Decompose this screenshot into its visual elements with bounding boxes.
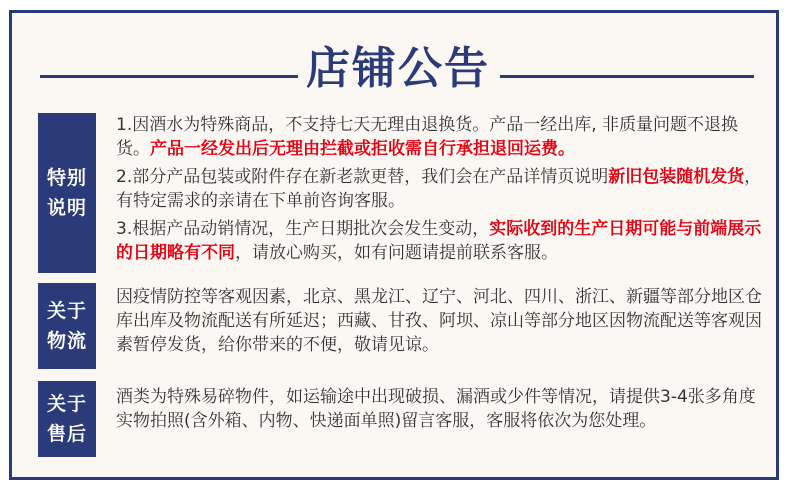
title-row bbox=[12, 13, 776, 105]
tag-line-1: 特别 bbox=[46, 167, 87, 189]
notice-frame bbox=[9, 10, 779, 480]
note-item-2 bbox=[116, 165, 762, 213]
tag-line-2: 售后 bbox=[46, 423, 87, 445]
note-text: ，请放心购买，如有问题请提前联系客服。 bbox=[235, 243, 558, 263]
note-highlight: 新旧包装随机发货 bbox=[608, 167, 745, 187]
tag-line-2: 说明 bbox=[46, 197, 87, 219]
section-tag-after-sales bbox=[38, 381, 96, 457]
note-highlight: 产品一经发出后无理由拦截或拒收需自行承担退回运费。 bbox=[150, 139, 575, 159]
tag-line-2: 物流 bbox=[46, 330, 87, 352]
section-content-special bbox=[116, 113, 762, 269]
page-title: 店铺公告 bbox=[306, 43, 490, 94]
title-divider-right bbox=[500, 75, 754, 78]
section-after-sales bbox=[38, 381, 762, 461]
tag-line-1: 关于 bbox=[46, 393, 87, 415]
section-tag-logistics bbox=[38, 283, 96, 369]
note-item-3 bbox=[116, 217, 762, 265]
title-divider-left bbox=[40, 75, 298, 78]
note-text: 2.部分产品包装或附件存在新老款更替，我们会在产品详情页说明 bbox=[116, 167, 609, 187]
section-tag-special bbox=[38, 113, 96, 273]
section-logistics bbox=[38, 283, 762, 373]
tag-line-1: 关于 bbox=[46, 300, 87, 322]
note-text: 3.根据产品动销情况，生产日期批次会发生变动， bbox=[116, 219, 490, 239]
section-content-logistics: 因疫情防控等客观因素，北京、黑龙江、辽宁、河北、四川、浙江、新疆等部分地区仓库出库及物流配送有所延迟；西藏、甘孜、阿坝、凉山等部分地区因物流配送等客观因素暂停发货，给你带来的不便，敬请见谅。 bbox=[116, 287, 762, 355]
section-content-after-sales: 酒类为特殊易碎物件，如运输途中出现破损、漏酒或少件等情况，请提供3-4张多角度实物拍照(含外箱、内物、快递面单照)留言客服，客服将依次为您处理。 bbox=[116, 387, 756, 431]
note-highlight: 实际收到的生产日期可能与前端展示的日期略有不同 bbox=[116, 219, 762, 263]
note-item-1 bbox=[116, 113, 762, 161]
note-text: ，有特定需求的亲请在下单前咨询客服。 bbox=[116, 167, 762, 211]
section-special-notes bbox=[38, 113, 762, 273]
note-text: 1.因酒水为特殊商品，不支持七天无理由退换货。产品一经出库, 非质量问题不退换货。 bbox=[116, 115, 739, 159]
